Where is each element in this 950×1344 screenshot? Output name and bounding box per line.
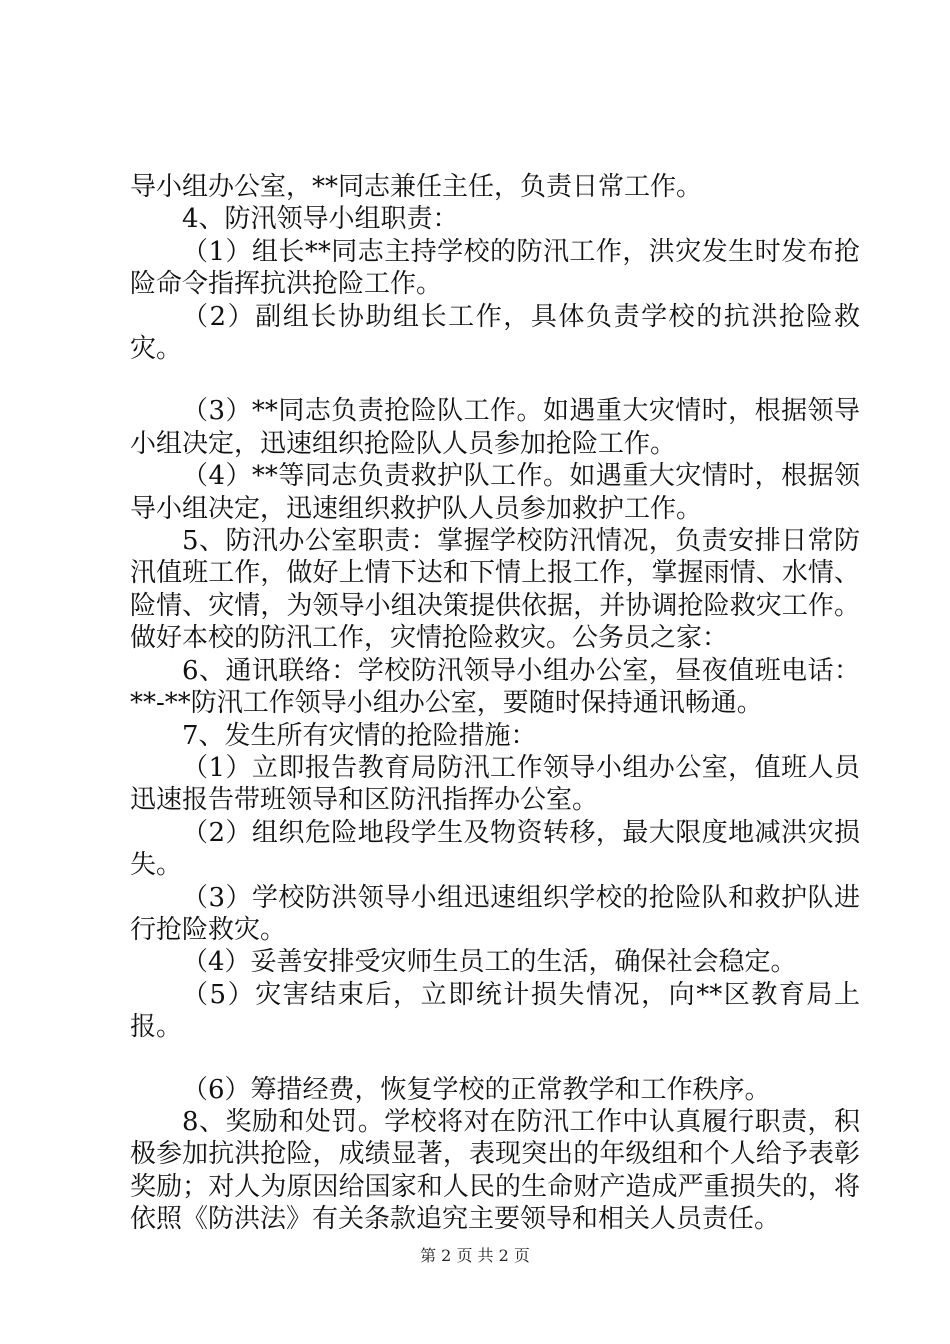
paragraph-section-4: 4、防汛领导小组职责： [182,204,459,235]
paragraph-7-4: （4）妥善安排受灾师生员工的生活，确保社会稳定。 [182,947,797,978]
paragraph-continuation: 导小组办公室，**同志兼任主任，负责日常工作。 [130,172,703,202]
document-body [130,171,860,1236]
paragraph-section-5: 5、防汛办公室职责：掌握学校防汛情况，负责安排日常防汛值班工作，做好上情下达和下情上报工作，掌握雨情、水情、险情、灾情，为领导小组决策提供依据，并协调抢险救灾工作。做好本校的防汛工作，灾情抢险救灾。公务员之家： [130,526,860,654]
paragraph-section-8: 8、奖励和处罚。学校将对在防汛工作中认真履行职责，积极参加抗洪抢险，成绩显著，表现突出的年级组和个人给予表彰奖励；对人为原因给国家和人民的生命财产造成严重损失的，将依照《防洪法》有关条款追究主要领导和相关人员责任。 [130,1106,860,1235]
paragraph-7-1: （1）立即报告教育局防汛工作领导小组办公室，值班人员迅速报告带班领导和区防汛指挥办公室。 [130,752,860,816]
paragraph-4-1: （1）组长**同志主持学校的防汛工作，洪灾发生时发布抢险命令指挥抗洪抢险工作。 [130,236,860,300]
paragraph-gap [130,365,860,395]
paragraph-7-3: （3）学校防洪领导小组迅速组织学校的抢险队和救护队进行抢险救灾。 [130,882,860,945]
paragraph-7-5: （5）灾害结束后，立即统计损失情况，向**区教育局上报。 [130,979,860,1043]
paragraph-section-6: 6、通讯联络：学校防汛领导小组办公室，昼夜值班电话：**-**防汛工作领导小组办公室，要随时保持通讯畅通。 [130,655,860,719]
paragraph-4-2: （2）副组长协助组长工作，具体负责学校的抗洪抢险救灾。 [130,301,860,365]
paragraph-7-2: （2）组织危险地段学生及物资转移，最大限度地减洪灾损失。 [130,817,860,881]
page-footer: 第 2 页 共 2 页 [420,1246,530,1265]
paragraph-gap [130,1044,860,1074]
paragraph-4-3: （3）**同志负责抢险队工作。如遇重大灾情时，根据领导小组决定，迅速组织抢险队人员参加抢险工作。 [130,396,860,459]
paragraph-4-4: （4）**等同志负责救护队工作。如遇重大灾情时，根据领导小组决定，迅速组织救护队人员参加救护工作。 [130,461,860,524]
paragraph-section-7: 7、发生所有灾情的抢险措施： [182,720,537,751]
paragraph-7-6: （6）筹措经费，恢复学校的正常教学和工作秩序。 [182,1074,771,1105]
